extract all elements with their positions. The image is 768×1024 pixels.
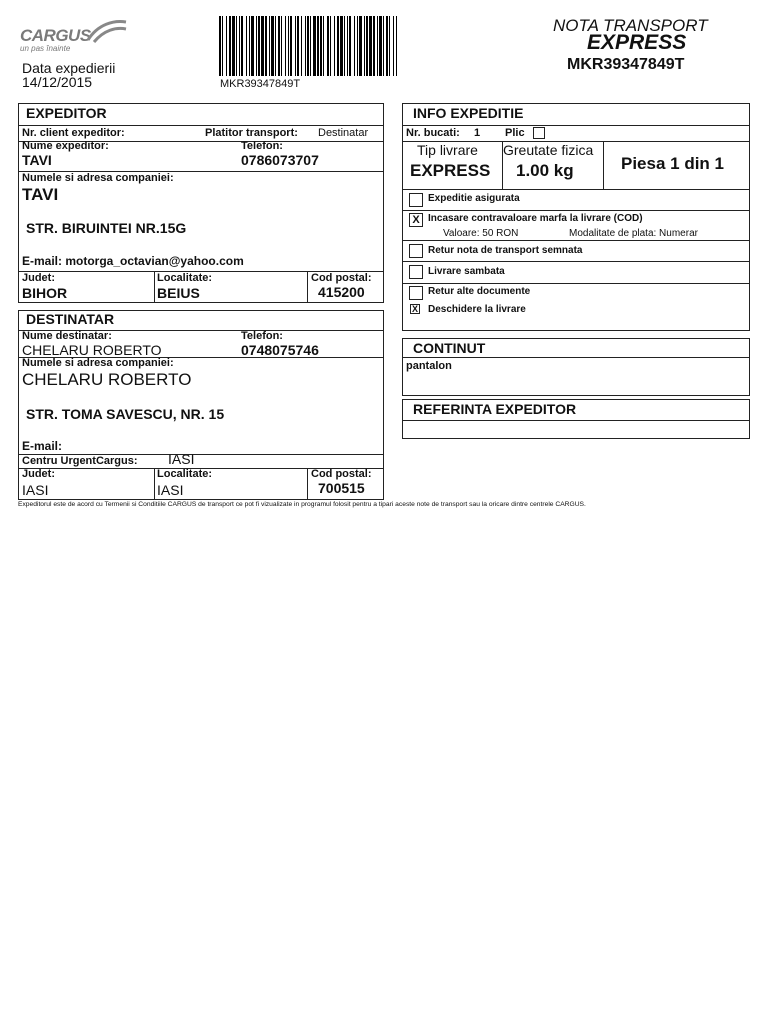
cod-payment-method: Modalitate de plata: Numerar: [569, 228, 698, 239]
sender-email: E-mail: motorga_octavian@yahoo.com: [22, 254, 244, 268]
return-docs-label: Retur alte documente: [428, 286, 531, 297]
recipient-company-label: Numele si adresa companiei:: [22, 357, 174, 369]
sender-zip-value: 415200: [318, 284, 365, 300]
sender-phone-value: 0786073707: [241, 152, 319, 168]
pieces-value: 1: [474, 127, 481, 139]
sender-county-value: BIHOR: [22, 285, 68, 301]
doc-subtitle: EXPRESS: [587, 31, 687, 54]
terms-text: Expeditorul este de acord cu Termenii si Conditiile CARGUS de transport ce pot fi vizualizate in programul folosit pentru a tipari aceste note de transport sau la oricare dintre centrele CARGUS.: [18, 501, 586, 508]
weight-value: 1.00 kg: [516, 161, 574, 180]
sender-zip-label: Cod postal:: [311, 272, 372, 284]
cargus-logo: [18, 18, 133, 54]
sender-phone-label: Telefon:: [241, 140, 283, 152]
sender-address: STR. BIRUINTEI NR.15G: [26, 220, 187, 236]
client-number-label: Nr. client expeditor:: [22, 127, 125, 139]
recipient-zip-label: Cod postal:: [311, 468, 372, 480]
reference-title: REFERINTA EXPEDITOR: [413, 401, 577, 417]
recipient-county-label: Judet:: [22, 468, 55, 480]
sender-city-label: Localitate:: [157, 272, 213, 284]
piece-of-value: Piesa 1 din 1: [621, 154, 724, 173]
recipient-email-label: E-mail:: [22, 439, 63, 453]
recipient-address: STR. TOMA SAVESCU, NR. 15: [26, 406, 225, 422]
open-delivery-label: Deschidere la livrare: [428, 304, 526, 315]
recipient-company-value: CHELARU ROBERTO: [22, 370, 192, 389]
logo-tagline: un pas înainte: [20, 44, 71, 53]
payer-value: Destinatar: [318, 127, 369, 139]
sender-city-value: BEIUS: [157, 285, 200, 301]
doc-title: NOTA TRANSPORT: [553, 16, 708, 35]
logo-swoosh-icon: [86, 18, 128, 44]
barcode-text: MKR39347849T: [220, 78, 301, 90]
sender-name-label: Nume expeditor:: [22, 140, 109, 152]
recipient-name-label: Nume destinatar:: [22, 330, 112, 342]
recipient-city-label: Localitate:: [157, 468, 213, 480]
insured-label: Expeditie asigurata: [428, 193, 520, 204]
recipient-phone-label: Telefon:: [241, 330, 283, 342]
cargus-center-label: Centru UrgentCargus:: [22, 455, 138, 467]
return-note-label: Retur nota de transport semnata: [428, 245, 583, 256]
date-value: 14/12/2015: [22, 74, 93, 90]
logo-text: CARGUS: [20, 26, 91, 45]
awb-number: MKR39347849T: [567, 56, 685, 73]
date-label: Data expedierii: [22, 60, 116, 76]
saturday-label: Livrare sambata: [428, 266, 505, 277]
content-value: pantalon: [406, 360, 452, 372]
sender-county-label: Judet:: [22, 272, 55, 284]
return-note-checkbox[interactable]: [409, 244, 423, 258]
barcode: [219, 16, 397, 76]
pieces-label: Nr. bucati:: [406, 127, 460, 139]
delivery-type-label: Tip livrare: [417, 142, 478, 158]
cod-checkbox[interactable]: X: [409, 213, 423, 227]
cargus-center-value: IASI: [168, 451, 195, 467]
sender-company-label: Numele si adresa companiei:: [22, 172, 174, 184]
return-docs-checkbox[interactable]: [409, 286, 423, 300]
sender-company-value: TAVI: [22, 185, 59, 204]
recipient-phone-value: 0748075746: [241, 342, 319, 358]
cod-value: Valoare: 50 RON: [443, 228, 519, 239]
expeditor-title: EXPEDITOR: [26, 105, 107, 121]
saturday-checkbox[interactable]: [409, 265, 423, 279]
envelope-label: Plic: [505, 127, 525, 139]
recipient-city-value: IASI: [157, 482, 184, 498]
envelope-checkbox[interactable]: [533, 127, 545, 139]
weight-label: Greutate fizica: [503, 142, 594, 158]
delivery-type-value: EXPRESS: [410, 161, 491, 180]
content-title: CONTINUT: [413, 340, 486, 356]
info-title: INFO EXPEDITIE: [413, 105, 524, 121]
payer-label: Platitor transport:: [205, 127, 298, 139]
cod-label: Incasare contravaloare marfa la livrare (COD): [428, 213, 643, 224]
open-delivery-checkbox[interactable]: X: [411, 304, 418, 314]
destinatar-title: DESTINATAR: [26, 311, 115, 327]
recipient-name-value: CHELARU ROBERTO: [22, 342, 162, 358]
recipient-zip-value: 700515: [318, 480, 365, 496]
recipient-county-value: IASI: [22, 482, 49, 498]
insured-checkbox[interactable]: [409, 193, 423, 207]
sender-name-value: TAVI: [22, 152, 52, 168]
